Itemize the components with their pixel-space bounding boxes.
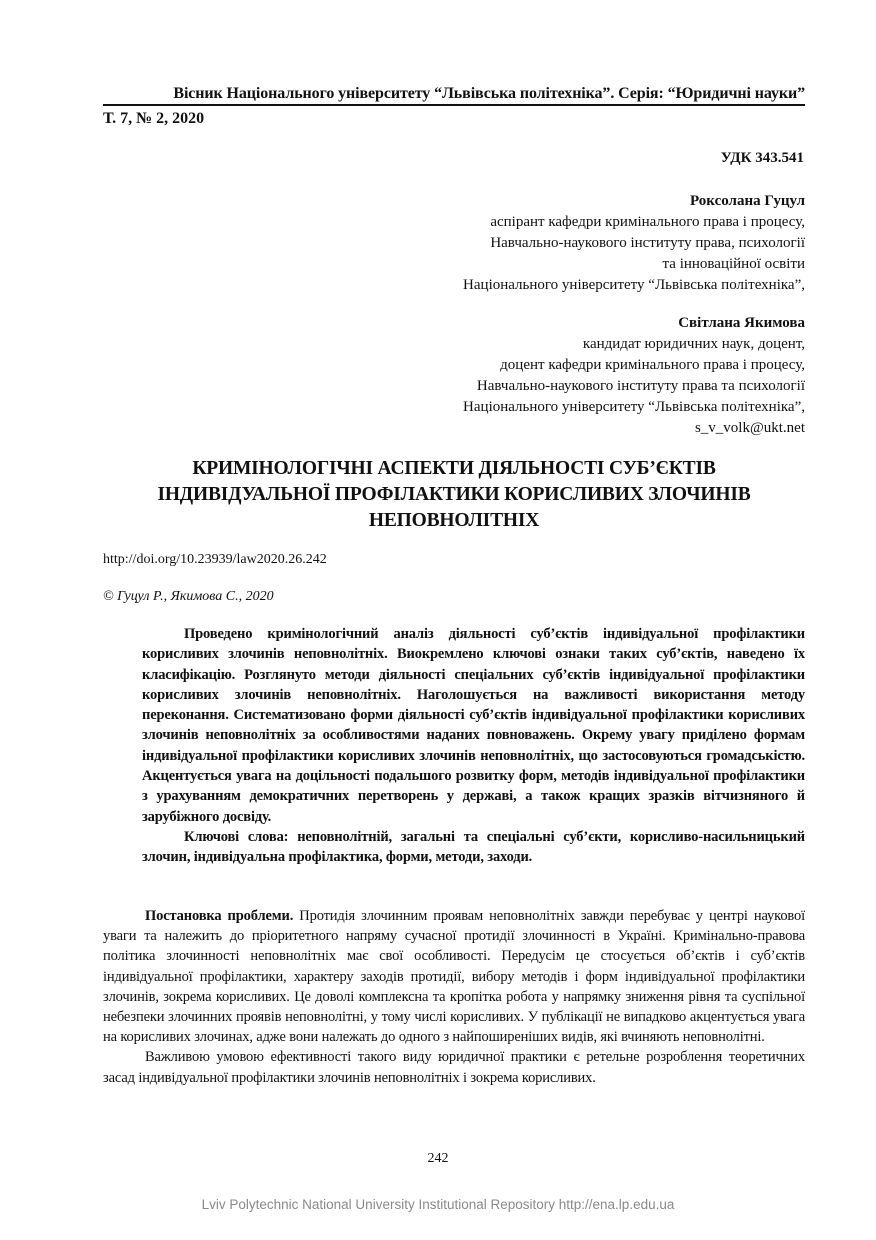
page-number: 242 [427,1151,449,1166]
author-affiliation-line: аспірант кафедри кримінального права і процесу, [490,214,805,230]
abstract [142,624,805,868]
abstract-text: Проведено кримінологічний аналіз діяльності суб’єктів індивідуальної профілактики корисливих злочинів неповнолітніх. Виокремлено ключові ознаки таких суб’єктів, наведено їх класифікацію. Розглянуто методи діяльності спеціальних суб’єктів індивідуальної профілактики корисливих злочинів неповнолітніх. Наголошується на важливості використання методу переконання. Систематизовано форми діяльності суб’єктів індивідуальної профілактики корисливих злочинів неповнолітніх за особливостями наданих повноважень. Окрему увагу приділено формам індивідуальної профілактики корисливих злочинів неповнолітніх, що застосовуються громадськістю. Акцентується увага на доцільності подальшого розвитку форм, методів індивідуальної профілактики з урахуванням демократичних перетворень у державі, а також кращих зразків вітчизняного й зарубіжного досвіду. [142,626,805,825]
author-block [463,313,805,439]
author-email[interactable]: s_v_volk@ukt.net [694,420,805,436]
udc-code: УДК 343.541 [720,150,804,166]
author-affiliation-line: Національного університету “Львівська політехніка”, [463,277,805,293]
body-paragraph: Важливою умовою ефективності такого виду юридичної практики є ретельне розроблення теоретичних засад індивідуальної профілактики злочинів неповнолітніх і зокрема корисливих. [103,1049,805,1086]
author-block [463,191,805,296]
article-title-line: КРИМІНОЛОГІЧНІ АСПЕКТИ ДІЯЛЬНОСТІ СУБ’ЄКТІВ [192,458,716,479]
section-heading: Постановка проблеми. [145,908,294,924]
author-affiliation-line: та інноваційної освіти [662,256,805,272]
doi-link[interactable]: http://doi.org/10.23939/law2020.26.242 [103,552,327,567]
journal-volume: Т. 7, № 2, 2020 [103,110,205,127]
article-title [103,456,805,534]
author-name: Роксолана Гуцул [690,193,805,209]
keywords: Ключові слова: неповнолітній, загальні та спеціальні суб’єкти, корисливо-насильницький злочин, індивідуальна профілактика, форми, методи, заходи. [142,828,805,866]
body-paragraph [103,906,805,1047]
journal-header [103,84,805,129]
author-affiliation-line: доцент кафедри кримінального права і процесу, [500,357,805,373]
header-rule [103,104,805,106]
article-title-line: НЕПОВНОЛІТНІХ [368,510,540,531]
author-affiliation-line: Навчально-наукового інституту права, психології [490,235,805,251]
author-name: Світлана Якимова [678,315,805,331]
paragraph-text: Протидія злочинним проявам неповнолітніх завжди перебуває у центрі наукової уваги та належить до пріоритетного напряму сучасної протидії злочинності в Україні. Кримінально-правова політика злочинності неповнолітніх має свої особливості. Передусім це стосується об’єктів і суб’єктів індивідуальної профілактики, характеру заходів протидії, вибору методів і форм індивідуальної профілактики злочинів, зокрема корисливих. Це доволі комплексна та кропітка робота у напрямку зниження рівня та суспільної небезпеки злочинних проявів неповнолітні, у тому числі корисливих. У публікації не випадково акцентується увага на корисливих злочинах, адже вони належать до одного з найпоширеніших видів, які вчиняють неповнолітні. [103,908,805,1046]
article-body [103,906,805,1088]
copyright-notice: © Гуцул Р., Якимова С., 2020 [103,589,274,604]
author-affiliation-line: Навчально-наукового інституту права та психології [476,378,805,394]
author-affiliation-line: Національного університету “Львівська політехніка”, [463,399,805,415]
repository-footer: Lviv Polytechnic National University Institutional Repository http://ena.lp.edu.ua [201,1197,675,1212]
journal-title: Вісник Національного університету “Львівська політехніка”. Серія: “Юридичні науки” [173,85,805,102]
article-title-line: ІНДИВІДУАЛЬНОЇ ПРОФІЛАКТИКИ КОРИСЛИВИХ ЗЛОЧИНІВ [157,484,751,505]
author-affiliation-line: кандидат юридичних наук, доцент, [582,336,805,352]
